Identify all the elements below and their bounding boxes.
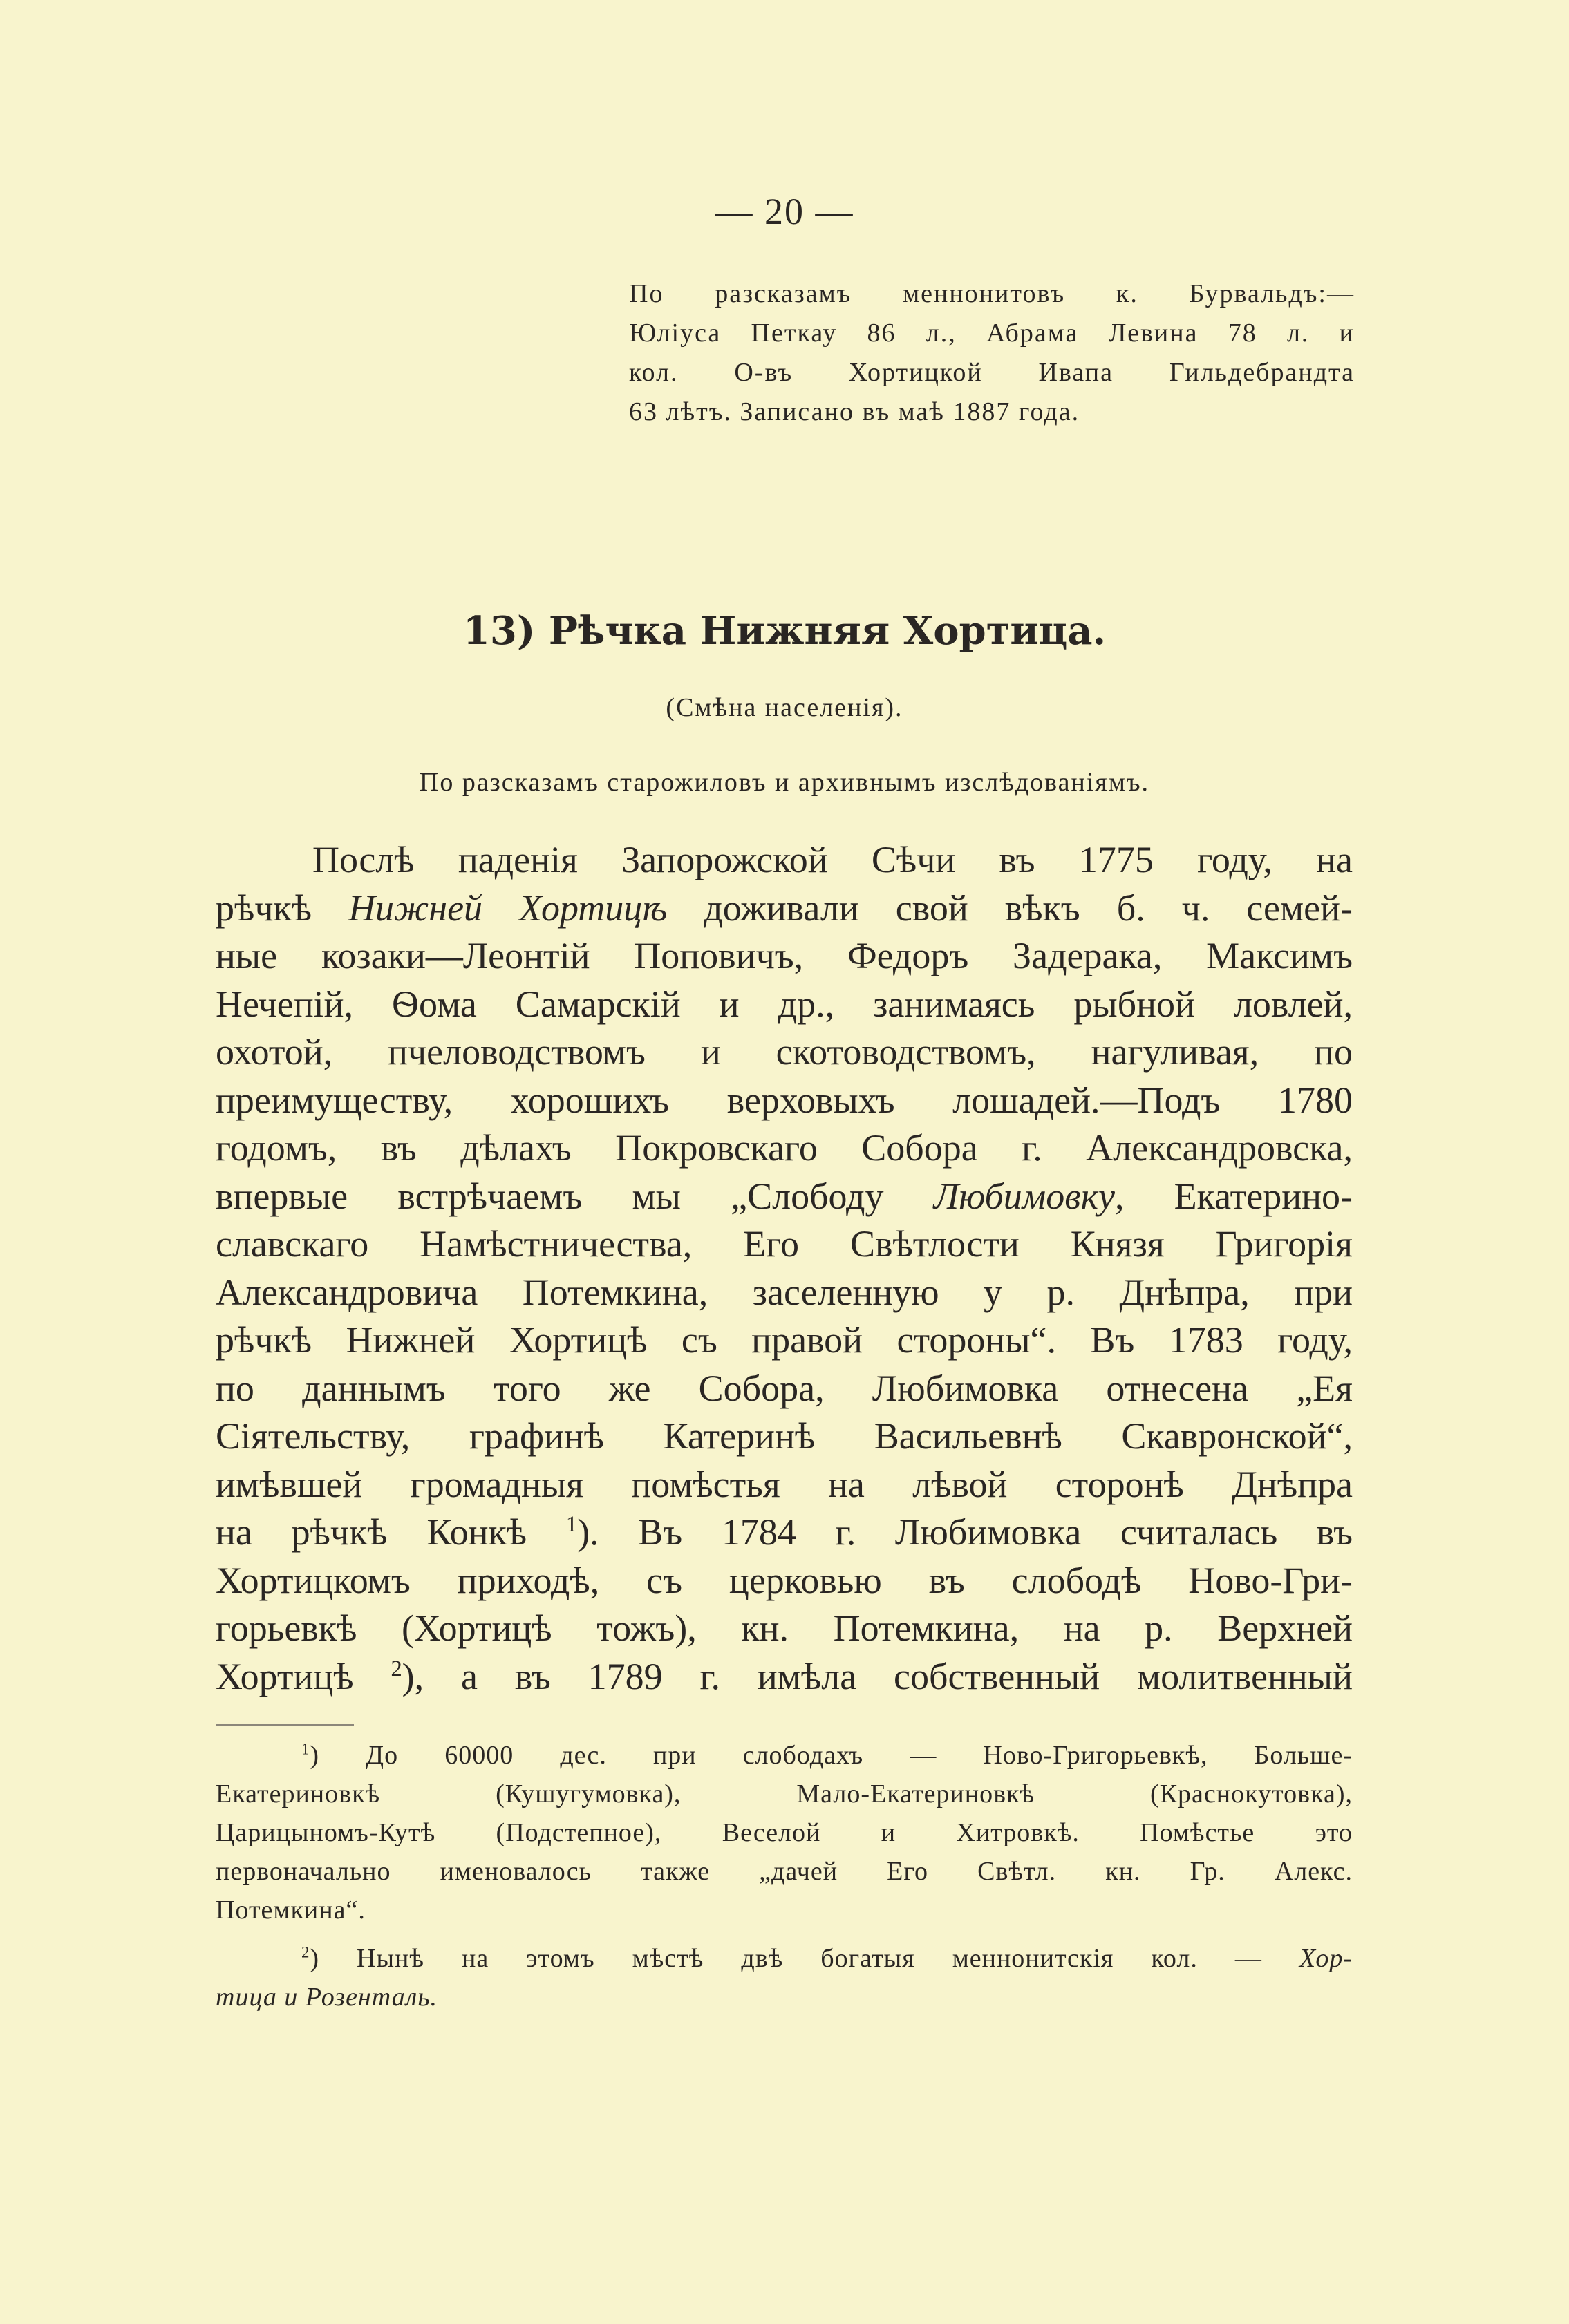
footnote-gap	[216, 1929, 1353, 1939]
section-title: 13) Рѣчка Нижняя Хортица.	[462, 608, 1107, 654]
footnote-line: Екатериновкѣ (Кушугумовка), Мало-Екатериновкѣ (Краснокутовка),	[216, 1779, 1353, 1808]
body-line: преимуществу, хорошихъ верховыхъ лошадей.—Подъ 1780	[216, 1079, 1353, 1121]
body-text-run: ). Въ 1784 г. Любимовка считалась въ	[577, 1511, 1353, 1553]
body-line: имѣвшей громадныя помѣстья на лѣвой сторонѣ Днѣпра	[216, 1463, 1353, 1505]
footnote-line	[216, 1939, 1353, 1978]
body-line: Александровича Потемкина, заселенную у р. Днѣпра, при	[216, 1271, 1353, 1313]
body-line: охотой, пчеловодствомъ и скотоводствомъ, нагуливая, по	[216, 1031, 1353, 1073]
footnote-divider	[216, 1724, 354, 1726]
footnote-line	[216, 1978, 1353, 2016]
body-line: Нечепій, Ѳома Самарскій и др., занимаясь рыбной ловлей,	[216, 983, 1353, 1025]
footnotes	[216, 1736, 1353, 2016]
footnote-text: ) Нынѣ на этомъ мѣстѣ двѣ богатыя меннонитскія кол. —	[310, 1944, 1299, 1973]
source-note-line: Юліуса Петкау 86 л., Абрама Левина 78 л. и	[629, 319, 1355, 348]
body-line: ные козаки—Леонтій Поповичъ, Федоръ Задерака, Максимъ	[216, 935, 1353, 976]
body-line	[216, 1173, 1353, 1221]
body-text-run: доживали свой вѣкъ б. ч. семей-	[667, 887, 1353, 929]
body-text-run: на рѣчкѣ Конкѣ	[216, 1511, 566, 1553]
italic-place-name: Любимовку	[933, 1175, 1115, 1217]
italic-place-name: Нижней Хортицѣ	[348, 887, 668, 929]
body-line: Послѣ паденія Запорожской Сѣчи въ 1775 году, на	[312, 839, 1353, 880]
body-text-run: рѣчкѣ	[216, 887, 349, 929]
body-text-run: Хортицѣ	[216, 1655, 391, 1697]
body-line: годомъ, въ дѣлахъ Покровскаго Собора г. Александровска,	[216, 1127, 1353, 1169]
section-subtitle: (Смѣна населенія).	[666, 693, 903, 722]
source-note-line: кол. О-въ Хортицкой Ивапа Гильдебрандта	[629, 358, 1355, 387]
body-text-run: впервые встрѣчаемъ мы „Слободу	[216, 1175, 934, 1217]
body-paragraph	[216, 836, 1353, 1701]
footnote-line: первоначально именовалось также „дачей Его Свѣтл. кн. Гр. Алекс.	[216, 1857, 1353, 1886]
italic-colony-names: тица и Розенталь.	[216, 1983, 438, 2012]
body-line	[216, 1509, 1353, 1557]
body-line: по даннымъ того же Собора, Любимовка отнесена „Ея	[216, 1367, 1353, 1409]
body-line: горьевкѣ (Хортицѣ тожъ), кн. Потемкина, на р. Верхней	[216, 1607, 1353, 1649]
footnote-ref: 1	[565, 1512, 578, 1537]
footnote-line	[216, 1736, 1353, 1775]
body-line: Сіятельству, графинѣ Катеринѣ Васильевнѣ Скавронской“,	[216, 1415, 1353, 1457]
source-note-line: 63 лѣтъ. Записано въ маѣ 1887 года.	[629, 397, 1080, 426]
italic-colony-names: Хор-	[1299, 1944, 1353, 1973]
page-number: — 20 —	[715, 191, 854, 232]
section-source: По разсказамъ старожиловъ и архивнымъ изслѣдованіямъ.	[419, 768, 1150, 797]
source-note	[629, 274, 1355, 432]
footnote-ref: 2	[391, 1656, 402, 1681]
footnote-line: Потемкина“.	[216, 1896, 366, 1925]
body-text-run: , Екатерино-	[1114, 1175, 1353, 1217]
body-text-run: ), а въ 1789 г. имѣла собственный молитвенный	[402, 1655, 1353, 1697]
source-note-line: По разсказамъ меннонитовъ к. Бурвальдъ:—	[629, 279, 1355, 308]
body-line: Хортицкомъ приходѣ, съ церковью въ слободѣ Ново-Гри-	[216, 1559, 1353, 1601]
footnote-marker: 1	[301, 1740, 310, 1758]
footnote-marker: 2	[301, 1943, 310, 1961]
body-line	[216, 1653, 1353, 1701]
footnote-text: ) До 60000 дес. при слободахъ — Ново-Григорьевкѣ, Больше-	[310, 1741, 1353, 1770]
body-line: рѣчкѣ Нижней Хортицѣ съ правой стороны“. Въ 1783 году,	[216, 1319, 1353, 1361]
body-line	[216, 885, 1353, 933]
body-line: славскаго Намѣстничества, Его Свѣтлости Князя Григорія	[216, 1223, 1353, 1265]
footnote-line: Царицыномъ-Кутѣ (Подстепное), Веселой и Хитровкѣ. Помѣстье это	[216, 1818, 1353, 1847]
